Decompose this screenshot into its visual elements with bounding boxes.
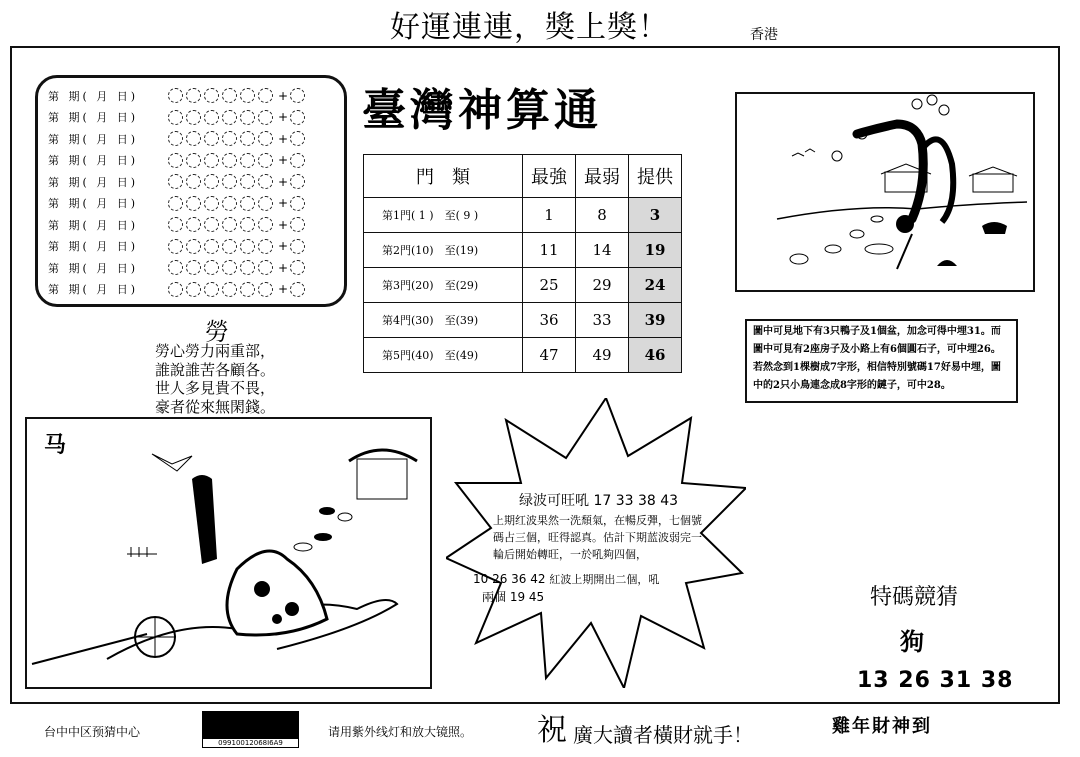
plus-sign: +: [278, 110, 289, 125]
number-circle: [186, 217, 201, 232]
plus-sign: +: [278, 196, 289, 211]
row-strong: 1: [523, 198, 576, 233]
row-strong: 36: [523, 303, 576, 338]
number-circle: [168, 196, 183, 211]
number-circle: [240, 239, 255, 254]
number-circle: [258, 153, 273, 168]
grid-row: [48, 107, 340, 129]
special-number-circle: [290, 260, 305, 275]
footer-right: 雞年財神到: [832, 716, 932, 737]
poem-title: 勞: [205, 318, 229, 346]
poem-line: 誰說誰苦各顧各。: [155, 360, 276, 379]
poem-line: 世人多見貴不畏，: [155, 379, 276, 397]
special-number-circle: [290, 88, 305, 103]
grid-row: [48, 171, 340, 193]
burst-nums-value: 10 26 36 42: [473, 572, 546, 586]
number-circle: [168, 239, 183, 254]
burst-title: 绿波可旺吼 17 33 38 43: [519, 493, 679, 509]
table-row: [364, 233, 682, 268]
number-circle: [186, 260, 201, 275]
number-circle: [186, 282, 201, 297]
special-number-circle: [290, 153, 305, 168]
number-circle: [258, 174, 273, 189]
special-number-circle: [290, 217, 305, 232]
number-circle: [258, 239, 273, 254]
number-circle: [186, 88, 201, 103]
grid-row-label: 第 期( 月 日): [48, 283, 139, 297]
number-circle: [258, 282, 273, 297]
table-row: [364, 338, 682, 373]
grid-row: [48, 236, 340, 258]
footer-zhu: 祝: [537, 713, 567, 748]
number-circle: [204, 196, 219, 211]
number-circle: [240, 131, 255, 146]
row-weak: 33: [576, 303, 629, 338]
plus-sign: +: [278, 174, 289, 189]
barcode: [202, 711, 299, 739]
row-weak: 14: [576, 233, 629, 268]
col-category: 門 類: [364, 155, 523, 198]
poem: [155, 342, 275, 416]
barcode-code: 09910012068I6A9: [202, 738, 299, 748]
row-weak: 49: [576, 338, 629, 373]
grid-row: [48, 85, 340, 107]
number-circle: [168, 153, 183, 168]
col-provide: 提供: [629, 155, 682, 198]
header-region: 香港: [750, 27, 778, 43]
number-circle: [222, 260, 237, 275]
row-strong: 47: [523, 338, 576, 373]
number-circle: [240, 153, 255, 168]
special-number-circle: [290, 110, 305, 125]
number-circle: [258, 260, 273, 275]
stats-table: [363, 154, 682, 373]
number-circle: [204, 260, 219, 275]
draw-record-grid: [35, 75, 347, 307]
grid-row-label: 第 期( 月 日): [48, 175, 139, 189]
plus-sign: +: [278, 217, 289, 232]
number-circle: [186, 153, 201, 168]
number-circle: [168, 131, 183, 146]
special-number-circle: [290, 282, 305, 297]
number-circle: [168, 110, 183, 125]
number-circle: [168, 260, 183, 275]
row-provide: 24: [629, 268, 682, 303]
number-circle: [240, 260, 255, 275]
plus-sign: +: [278, 88, 289, 103]
col-strong: 最強: [523, 155, 576, 198]
plus-sign: +: [278, 131, 289, 146]
row-category: 第2門(10) 至(19): [364, 233, 523, 268]
tree-house-scene-illustration: [737, 94, 1033, 290]
special-number-circle: [290, 196, 305, 211]
grid-row: [48, 257, 340, 279]
number-circle: [222, 153, 237, 168]
row-provide: 19: [629, 233, 682, 268]
grid-row-label: 第 期( 月 日): [48, 89, 139, 103]
number-circle: [258, 110, 273, 125]
number-circle: [186, 131, 201, 146]
number-circle: [186, 110, 201, 125]
grid-row-label: 第 期( 月 日): [48, 132, 139, 146]
grid-row-label: 第 期( 月 日): [48, 240, 139, 254]
burst-numbers: [473, 571, 659, 587]
row-weak: 29: [576, 268, 629, 303]
number-circle: [240, 88, 255, 103]
number-circle: [204, 88, 219, 103]
plus-sign: +: [278, 153, 289, 168]
footer-slogan: 廣大讀者橫財就手！: [573, 723, 753, 747]
number-circle: [186, 196, 201, 211]
number-circle: [168, 174, 183, 189]
footer-center-name: 台中中区预猜中心: [44, 725, 141, 739]
grid-row-label: 第 期( 月 日): [48, 218, 139, 232]
number-circle: [204, 153, 219, 168]
number-circle: [222, 282, 237, 297]
number-circle: [204, 217, 219, 232]
number-circle: [258, 88, 273, 103]
number-circle: [240, 217, 255, 232]
number-circle: [240, 174, 255, 189]
row-category: 第5門(40) 至(49): [364, 338, 523, 373]
row-provide: 46: [629, 338, 682, 373]
row-category: 第4門(30) 至(39): [364, 303, 523, 338]
special-label: 特碼競猜: [870, 585, 959, 610]
row-category: 第3門(20) 至(29): [364, 268, 523, 303]
number-circle: [258, 196, 273, 211]
table-row: [364, 268, 682, 303]
horse-scene-illustration: [27, 419, 430, 687]
number-circle: [222, 174, 237, 189]
number-circle: [204, 131, 219, 146]
number-circle: [222, 196, 237, 211]
number-circle: [204, 110, 219, 125]
footer-note: 请用紫外线灯和放大镜照。: [328, 725, 473, 739]
brand-title: 臺灣神算通: [362, 85, 602, 136]
number-circle: [168, 217, 183, 232]
number-circle: [240, 282, 255, 297]
horse-picture: [25, 417, 432, 689]
number-circle: [240, 196, 255, 211]
burst-body: 上期红波果然一洗頹氣，在暢反彈，七個號碼占三個，旺得認真。估計下期蓝波弱完一輪后開始轉旺，一於吼夠四個，: [493, 514, 702, 561]
special-zodiac: 狗: [900, 627, 924, 656]
number-circle: [204, 282, 219, 297]
number-circle: [186, 239, 201, 254]
header-title: 好運連連，獎上獎！: [390, 10, 669, 45]
number-circle: [258, 131, 273, 146]
row-provide: 39: [629, 303, 682, 338]
plus-sign: +: [278, 260, 289, 275]
grid-row-label: 第 期( 月 日): [48, 197, 139, 211]
number-circle: [222, 131, 237, 146]
grid-row: [48, 193, 340, 215]
number-circle: [222, 239, 237, 254]
number-circle: [168, 88, 183, 103]
grid-row-label: 第 期( 月 日): [48, 154, 139, 168]
row-provide: 3: [629, 198, 682, 233]
burst-nums-tail: 紅波上期開出二個，吼: [549, 573, 660, 586]
number-circle: [258, 217, 273, 232]
number-circle: [204, 174, 219, 189]
poem-line: 豪者從來無閑錢。: [155, 397, 276, 416]
number-circle: [222, 88, 237, 103]
grid-row: [48, 150, 340, 172]
burst-tail: 兩個 19 45: [482, 590, 545, 604]
row-weak: 8: [576, 198, 629, 233]
row-category: 第1門( 1 ) 至( 9 ): [364, 198, 523, 233]
row-strong: 11: [523, 233, 576, 268]
plus-sign: +: [278, 282, 289, 297]
grid-row-label: 第 期( 月 日): [48, 111, 139, 125]
table-header-row: [364, 155, 682, 198]
number-circle: [240, 110, 255, 125]
special-number-circle: [290, 131, 305, 146]
table-row: [364, 198, 682, 233]
table-row: [364, 303, 682, 338]
riddle-text: 圖中可見地下有3只鴨子及1個盆，加念可得中埋31。而圖中可見有2座房子及小路上有6個圓石子，可中埋26。若然念到1棵樹成7字形，相信特別號碼17好易中埋，圖中的2只小鳥連念成8字形的鏈子，可中28。: [745, 319, 1018, 403]
number-circle: [186, 174, 201, 189]
special-number-circle: [290, 174, 305, 189]
grid-row-label: 第 期( 月 日): [48, 261, 139, 275]
poem-line: 勞心勞力兩重部，: [155, 342, 276, 360]
number-circle: [222, 110, 237, 125]
zodiac-label: 马: [44, 433, 67, 458]
number-circle: [204, 239, 219, 254]
number-circle: [222, 217, 237, 232]
plus-sign: +: [278, 239, 289, 254]
riddle-picture: [735, 92, 1035, 292]
special-numbers: 13 26 31 38: [857, 668, 1014, 693]
row-strong: 25: [523, 268, 576, 303]
grid-row: [48, 128, 340, 150]
number-circle: [168, 282, 183, 297]
special-number-circle: [290, 239, 305, 254]
grid-row: [48, 214, 340, 236]
col-weak: 最弱: [576, 155, 629, 198]
grid-row: [48, 279, 340, 301]
